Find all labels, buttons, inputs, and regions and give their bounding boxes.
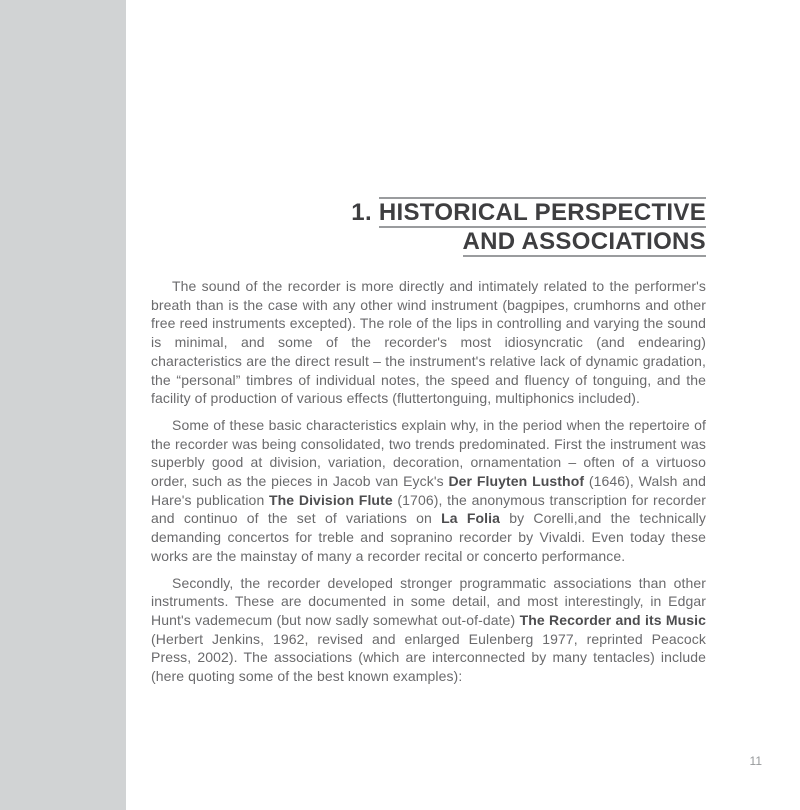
bold-title-text: Der Fluyten Lusthof: [448, 473, 585, 490]
paragraph: [151, 277, 706, 408]
paragraph: [151, 574, 706, 686]
chapter-heading-row-2: [151, 227, 706, 256]
bold-title-text: The Division Flute: [269, 491, 393, 508]
book-page: [126, 0, 800, 810]
chapter-title-line2: AND ASSOCIATIONS: [462, 228, 706, 255]
chapter-heading: [151, 198, 706, 256]
chapter-number: 1.: [351, 199, 379, 226]
paragraph-text: (1706), the anonymous transcription for recorder and continuo of the set of variations on: [151, 491, 706, 527]
paragraph: [151, 416, 706, 566]
paragraph-text: The sound of the recorder is more directly and intimately related to the performer's breath than is the case with any other wind instrument (bagpipes, crumhorns and other free reed instruments excepted). The role of the lips in controlling and varying the sound is minimal, and some of the recorder's most idiosyncratic (and endearing) characteristics are the direct result – the instrument's relative lack of dynamic gradation, the “personal” timbres of individual notes, the speed and fluency of tonguing, and the facility of production of various effects (fluttertonguing, multiphonics included).: [151, 278, 706, 407]
page-content: [151, 0, 706, 686]
paragraph-text: (1646), Walsh and Hare's publication: [151, 473, 706, 508]
left-margin-band: [0, 0, 126, 810]
paragraph-text: by Corelli,and the technically demanding concertos for treble and sopranino recorder by Vivaldi. Even today these works are the mainstay of many a recorder recital or concerto performance.: [151, 510, 706, 564]
page-number: 11: [749, 754, 762, 768]
body-text: [151, 277, 706, 686]
bold-title-text: La Folia: [441, 510, 500, 527]
paragraph-text: Secondly, the recorder developed stronger programmatic associations than other instruments. These are documented in some detail, and most interestingly, in Edgar Hunt's vademecum (but now sadly somewhat out-of-date): [151, 574, 706, 628]
chapter-heading-row-1: [151, 198, 706, 227]
bold-title-text: The Recorder and its Music: [519, 611, 707, 628]
paragraph-text: Some of these basic characteristics explain why, in the period when the repertoire of the recorder was being consolidated, two trends predominated. First the instrument was superbly good at division, variation, decoration, ornamentation – often of a virtuoso order, such as the pieces in Jacob van Eyck's: [151, 416, 706, 490]
chapter-title-line1: HISTORICAL PERSPECTIVE: [378, 199, 706, 226]
paragraph-text: (Herbert Jenkins, 1962, revised and enlarged Eulenberg 1977, reprinted Peacock Press, 2002). The associations (which are interconnected by many tentacles) include (here quoting some of the best known examples):: [151, 630, 706, 685]
